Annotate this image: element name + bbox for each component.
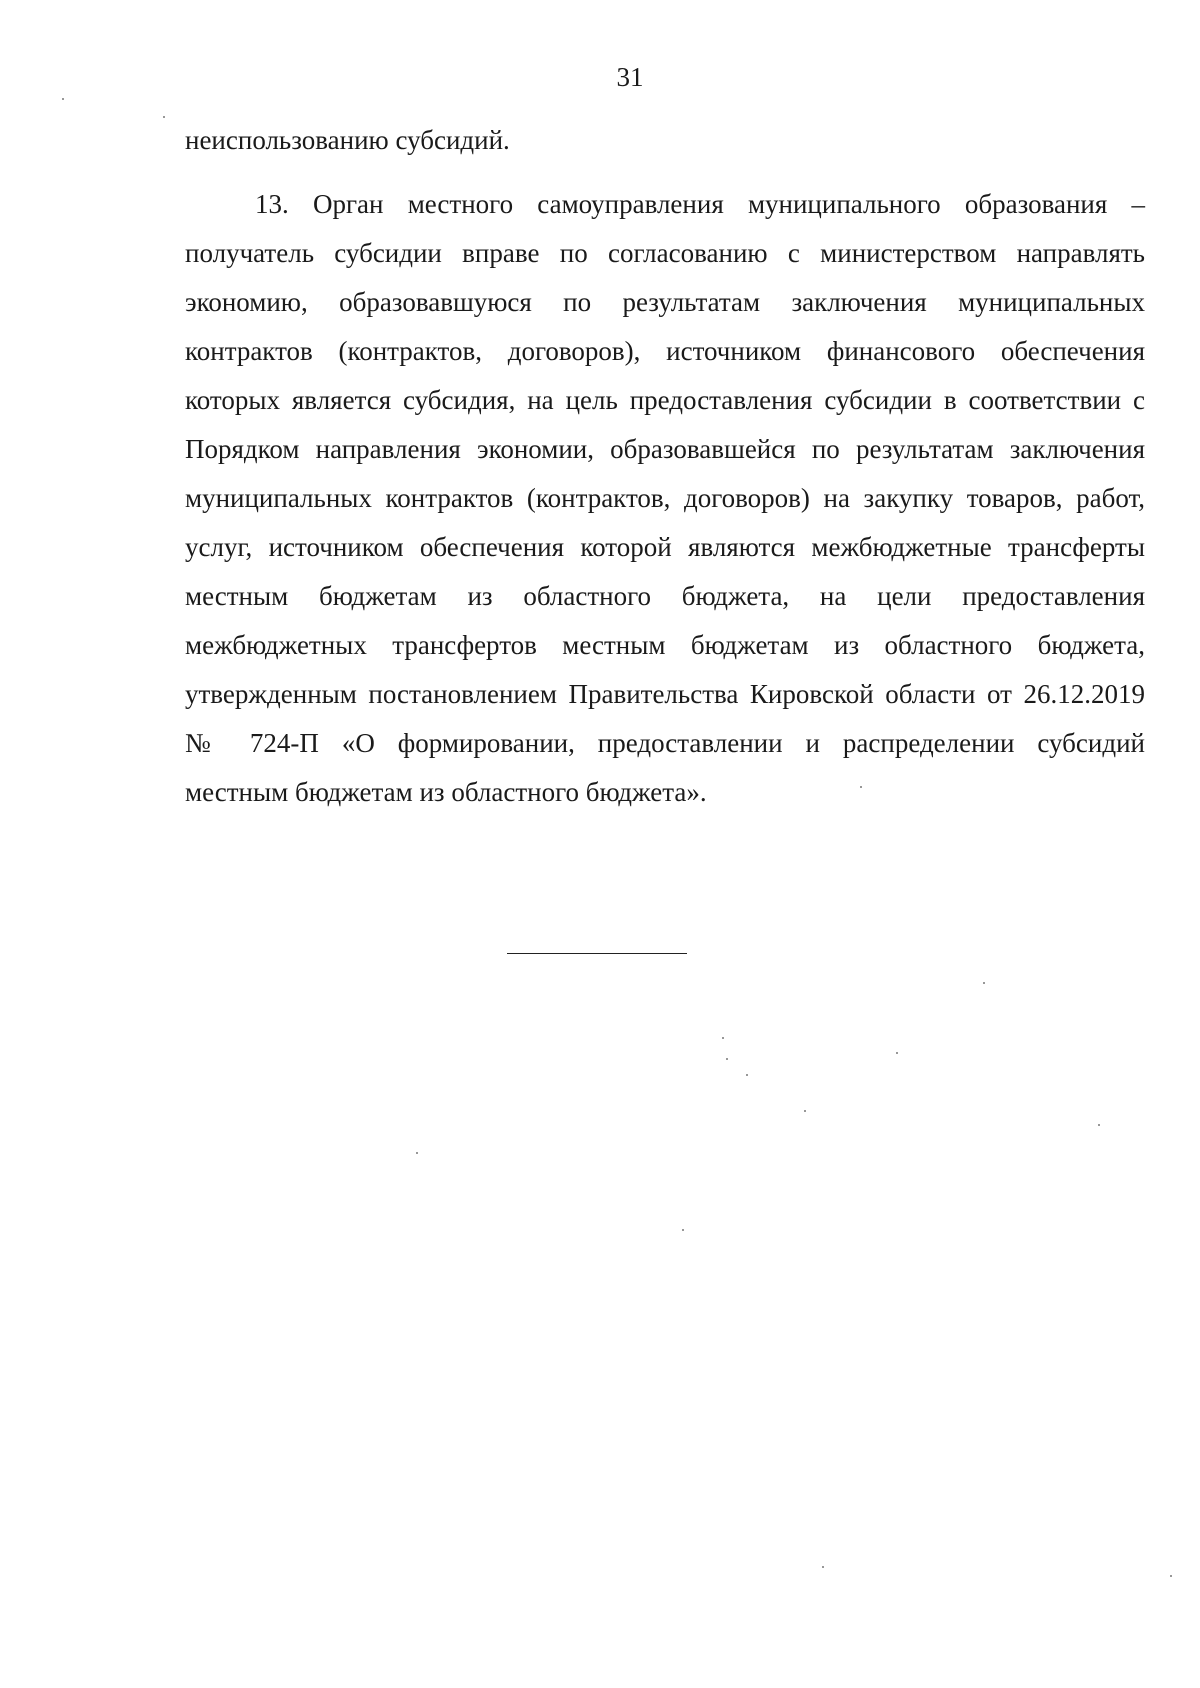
paragraph-line: местным бюджетам из областного бюджета». [185,777,707,807]
scan-speck [1098,1124,1100,1126]
scan-speck [722,1037,724,1039]
scan-speck [726,1058,728,1060]
paragraph-line: услуг, источником обеспечения которой являются межбюджетные трансферты [185,532,1145,562]
end-divider-line [507,953,687,954]
scan-speck [682,1229,684,1231]
page-number: 31 [616,62,644,92]
scan-speck [62,98,64,100]
paragraph-line: местным бюджетам из областного бюджета, на цели предоставления [185,581,1145,611]
scan-speck [746,1074,748,1076]
paragraph-line: Порядком направления экономии, образовавшейся по результатам заключения [185,434,1145,464]
paragraph-line: 13. Орган местного самоуправления муниципального образования – [255,189,1145,219]
scan-speck [983,982,985,984]
paragraph-line: межбюджетных трансфертов местным бюджетам из областного бюджета, [185,630,1145,660]
paragraph-line: которых является субсидия, на цель предоставления субсидии в соответствии с [185,385,1145,415]
paragraph-line: утвержденным постановлением Правительства Кировской области от 26.12.2019 [185,679,1145,709]
paragraph-line: неиспользованию субсидий. [185,125,510,155]
paragraph-line: № 724-П «О формировании, предоставлении и распределении субсидий [185,728,1145,758]
scan-speck [1170,1575,1172,1577]
paragraph-line: экономию, образовавшуюся по результатам заключения муниципальных [185,287,1145,317]
paragraph-line: муниципальных контрактов (контрактов, договоров) на закупку товаров, работ, [185,483,1145,513]
scan-speck [163,116,165,118]
scan-speck [804,1110,806,1112]
scan-speck [416,1152,418,1154]
scan-speck [896,1052,898,1054]
paragraph-line: получатель субсидии вправе по согласованию с министерством направлять [185,238,1145,268]
body-text [185,116,1145,817]
scan-speck [860,786,862,788]
paragraph-line: контрактов (контрактов, договоров), источником финансового обеспечения [185,336,1145,366]
scan-speck [822,1566,824,1568]
